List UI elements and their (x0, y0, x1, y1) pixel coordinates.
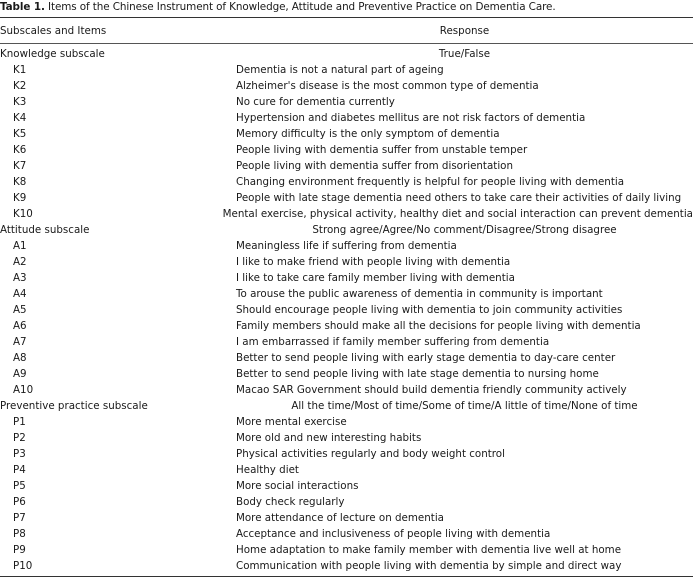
table-row (0, 558, 693, 574)
item-id: A6 (13, 320, 27, 332)
table-row (0, 254, 693, 270)
item-id: K5 (13, 128, 27, 140)
item-text: People living with dementia suffer from disorientation (236, 160, 514, 172)
item-text: I am embarrassed if family member suffering from dementia (236, 336, 550, 348)
table-row (0, 414, 693, 430)
table-row (0, 478, 693, 494)
item-text: Should encourage people living with dementia to join community activities (236, 304, 623, 316)
item-text: Home adaptation to make family member with dementia live well at home (236, 544, 622, 556)
table-row (0, 510, 693, 526)
item-text: Better to send people living with early stage dementia to day-care center (236, 352, 616, 364)
table-row (0, 110, 693, 126)
table-row (0, 382, 693, 398)
item-id: P3 (13, 448, 26, 460)
item-id: A2 (13, 256, 27, 268)
item-text: More old and new interesting habits (236, 432, 422, 444)
section-response: True/False (438, 48, 491, 60)
table-row (0, 174, 693, 190)
item-id: P1 (13, 416, 26, 428)
item-text: Family members should make all the decisions for people living with dementia (236, 320, 641, 332)
section-row (0, 46, 693, 62)
item-text: Communication with people living with dementia by simple and direct way (236, 560, 622, 572)
table-row (0, 462, 693, 478)
item-id: P4 (13, 464, 26, 476)
item-text: Macao SAR Government should build dementia friendly community actively (236, 384, 627, 396)
item-text: I like to take care family member living with dementia (236, 272, 515, 284)
item-text: Dementia is not a natural part of ageing (236, 64, 444, 76)
item-id: P2 (13, 432, 26, 444)
header-response: Response (439, 24, 490, 37)
section-row (0, 398, 693, 414)
item-id: K10 (13, 208, 33, 220)
table-row (0, 286, 693, 302)
item-id: P9 (13, 544, 26, 556)
item-id: K2 (13, 80, 27, 92)
item-text: More social interactions (236, 480, 359, 492)
item-id: A4 (13, 288, 27, 300)
table-row (0, 318, 693, 334)
section-name: Preventive practice subscale (0, 400, 148, 412)
table-row (0, 302, 693, 318)
item-id: K3 (13, 96, 27, 108)
item-id: P10 (13, 560, 33, 572)
item-text: No cure for dementia currently (236, 96, 395, 108)
item-id: A8 (13, 352, 27, 364)
item-id: A5 (13, 304, 27, 316)
item-text: Alzheimer's disease is the most common type of dementia (236, 80, 539, 92)
item-id: K9 (13, 192, 27, 204)
table-caption (0, 0, 693, 16)
item-text: Memory difficulty is the only symptom of dementia (236, 128, 500, 140)
item-id: P7 (13, 512, 26, 524)
table-row (0, 190, 693, 206)
item-id: A9 (13, 368, 27, 380)
item-id: P5 (13, 480, 26, 492)
table-row (0, 78, 693, 94)
item-id: K7 (13, 160, 27, 172)
item-text: Physical activities regularly and body weight control (236, 448, 505, 460)
item-text: People with late stage dementia need others to take care their activities of daily living (236, 192, 682, 204)
item-text: Body check regularly (236, 496, 345, 508)
item-text: Hypertension and diabetes mellitus are not risk factors of dementia (236, 112, 586, 124)
caption-text: Items of the Chinese Instrument of Knowledge, Attitude and Preventive Practice on Dementia Care. (48, 1, 556, 13)
item-text: Changing environment frequently is helpful for people living with dementia (236, 176, 625, 188)
table-row (0, 206, 693, 222)
section-name: Attitude subscale (0, 224, 90, 236)
caption-label: Table 1. (0, 1, 45, 13)
table-row (0, 62, 693, 78)
item-text: Better to send people living with late stage dementia to nursing home (236, 368, 599, 380)
table-row (0, 494, 693, 510)
item-text: More mental exercise (236, 416, 347, 428)
table-row (0, 334, 693, 350)
table-header (0, 18, 693, 44)
item-id: K8 (13, 176, 27, 188)
item-text: To arouse the public awareness of dementia in community is important (236, 288, 603, 300)
section-response: All the time/Most of time/Some of time/A little of time/None of time (291, 400, 638, 412)
table-row (0, 446, 693, 462)
item-text: People living with dementia suffer from unstable temper (236, 144, 528, 156)
item-id: K6 (13, 144, 27, 156)
section-row (0, 222, 693, 238)
item-text: Acceptance and inclusiveness of people living with dementia (236, 528, 551, 540)
item-id: A1 (13, 240, 27, 252)
table-row (0, 366, 693, 382)
item-id: P8 (13, 528, 26, 540)
table-row (0, 94, 693, 110)
table-row (0, 270, 693, 286)
item-text: Mental exercise, physical activity, healthy diet and social interaction can prevent dementia (222, 208, 693, 220)
table-row (0, 526, 693, 542)
item-id: P6 (13, 496, 26, 508)
table-row (0, 158, 693, 174)
section-response: Strong agree/Agree/No comment/Disagree/Strong disagree (312, 224, 617, 236)
item-text: More attendance of lecture on dementia (236, 512, 444, 524)
table-row (0, 142, 693, 158)
item-id: K1 (13, 64, 27, 76)
item-text: Healthy diet (236, 464, 299, 476)
table-row (0, 350, 693, 366)
item-id: A10 (13, 384, 34, 396)
table-row (0, 542, 693, 558)
table-body (0, 44, 693, 576)
item-id: A7 (13, 336, 27, 348)
table-row (0, 126, 693, 142)
item-id: A3 (13, 272, 27, 284)
item-id: K4 (13, 112, 27, 124)
item-text: Meaningless life if suffering from dementia (236, 240, 457, 252)
section-name: Knowledge subscale (0, 48, 105, 60)
item-text: I like to make friend with people living with dementia (236, 256, 511, 268)
table-row (0, 430, 693, 446)
table-row (0, 238, 693, 254)
items-table (0, 17, 693, 577)
header-subscales: Subscales and Items (0, 24, 107, 37)
